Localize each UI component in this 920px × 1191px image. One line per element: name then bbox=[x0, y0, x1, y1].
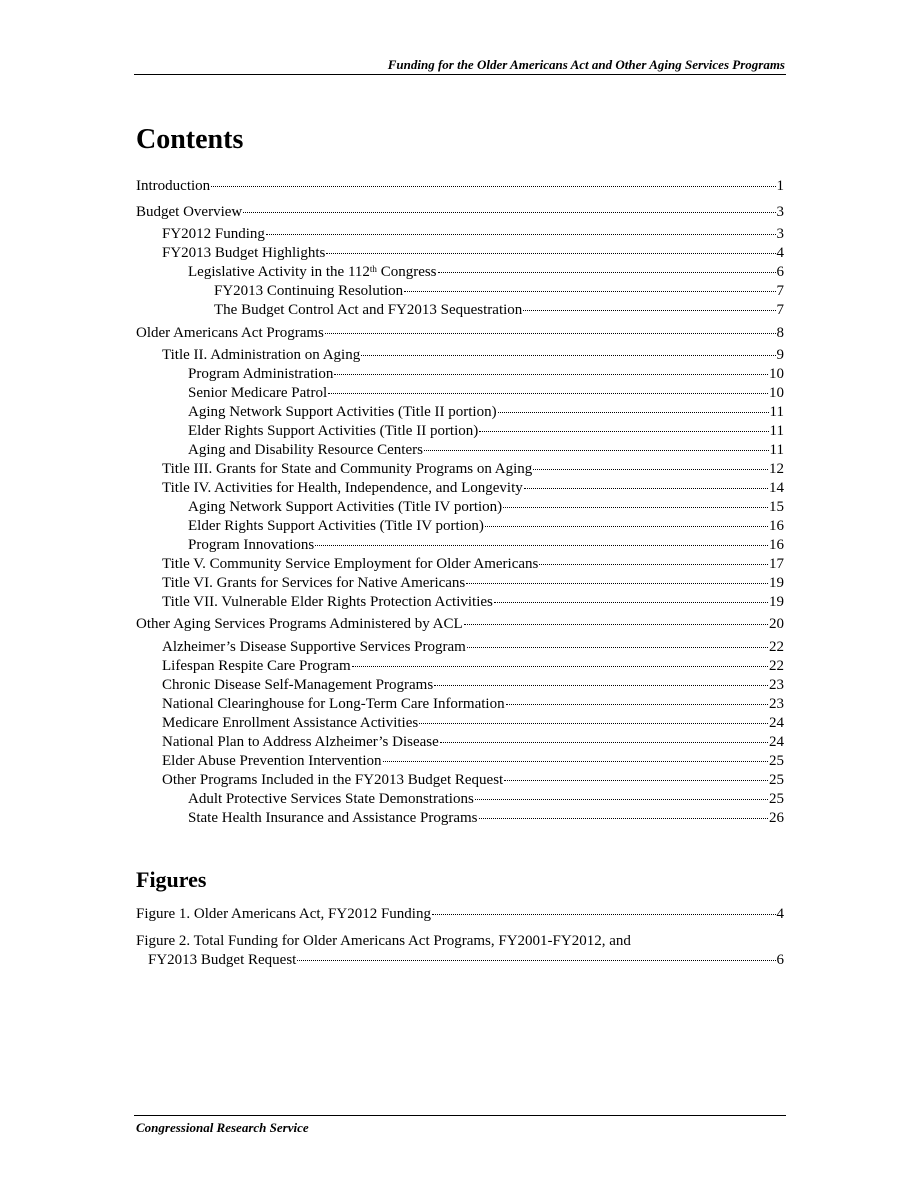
dot-leader bbox=[266, 234, 776, 235]
dot-leader bbox=[424, 450, 769, 451]
toc-entry-page: 14 bbox=[769, 480, 784, 496]
toc-entry-page: 7 bbox=[776, 302, 784, 318]
toc-entry-page: 1 bbox=[776, 178, 784, 194]
toc-entry-aging-network-title-iv[interactable] bbox=[136, 498, 784, 516]
toc-entry-title: Other Aging Services Programs Administered by ACL bbox=[136, 616, 463, 632]
toc-entry-fy2013-budget-highlights[interactable] bbox=[136, 244, 784, 262]
toc-entry-title: National Clearinghouse for Long-Term Care Information bbox=[162, 696, 505, 712]
toc-entry-lifespan-respite[interactable] bbox=[136, 657, 784, 675]
dot-leader bbox=[494, 602, 768, 603]
toc-entry-title-iv[interactable] bbox=[136, 479, 784, 497]
toc-entry-title: Elder Rights Support Activities (Title IV portion) bbox=[188, 518, 484, 534]
toc-entry-page: 9 bbox=[776, 347, 784, 363]
dot-leader bbox=[404, 291, 775, 292]
toc-entry-title-vii[interactable] bbox=[136, 593, 784, 611]
dot-leader bbox=[498, 412, 769, 413]
toc-entry-title: Title IV. Activities for Health, Independence, and Longevity bbox=[162, 480, 523, 496]
toc-entry-page: 11 bbox=[769, 423, 784, 439]
toc-entry-title: Elder Abuse Prevention Intervention bbox=[162, 753, 382, 769]
toc-entry-title-vi[interactable] bbox=[136, 574, 784, 592]
toc-entry-title: Program Administration bbox=[188, 366, 334, 382]
toc-entry-page: 11 bbox=[769, 442, 784, 458]
toc-entry-title: National Plan to Address Alzheimer’s Disease bbox=[162, 734, 439, 750]
figure-entry-2[interactable] bbox=[136, 951, 784, 969]
toc-entry-page: 12 bbox=[769, 461, 784, 477]
figure-entry-1[interactable] bbox=[136, 905, 784, 923]
toc-entry-title: State Health Insurance and Assistance Programs bbox=[188, 810, 478, 826]
toc-entry-senior-medicare-patrol[interactable] bbox=[136, 384, 784, 402]
dot-leader bbox=[419, 723, 768, 724]
toc-entry-title: Title VI. Grants for Services for Native Americans bbox=[162, 575, 466, 591]
toc-entry-national-plan-alzheimers[interactable] bbox=[136, 733, 784, 751]
dot-leader bbox=[315, 545, 768, 546]
toc-entry-title: Alzheimer’s Disease Supportive Services Program bbox=[162, 639, 466, 655]
toc-entry-page: 4 bbox=[776, 245, 784, 261]
dot-leader bbox=[325, 333, 776, 334]
toc-entry-page: 20 bbox=[769, 616, 784, 632]
toc-entry-state-health-insurance[interactable] bbox=[136, 809, 784, 827]
dot-leader bbox=[479, 818, 768, 819]
toc-entry-page: 24 bbox=[769, 715, 784, 731]
toc-entry-title: Older Americans Act Programs bbox=[136, 325, 324, 341]
toc-entry-adrc[interactable] bbox=[136, 441, 784, 459]
toc-entry-page: 26 bbox=[769, 810, 784, 826]
toc-entry-title: Adult Protective Services State Demonstrations bbox=[188, 791, 474, 807]
dot-leader bbox=[211, 186, 775, 187]
header-rule bbox=[134, 74, 786, 75]
dot-leader bbox=[503, 507, 768, 508]
toc-entry-page: 19 bbox=[769, 594, 784, 610]
toc-entry-title-iii[interactable] bbox=[136, 460, 784, 478]
figures-heading: Figures bbox=[136, 867, 207, 892]
contents-heading: Contents bbox=[136, 124, 244, 155]
dot-leader bbox=[467, 647, 768, 648]
toc-entry-chronic-disease[interactable] bbox=[136, 676, 784, 694]
toc-entry-page: 23 bbox=[769, 677, 784, 693]
dot-leader bbox=[432, 914, 776, 915]
figure-entry-page: 4 bbox=[776, 906, 784, 922]
toc-entry-program-innovations[interactable] bbox=[136, 536, 784, 554]
dot-leader bbox=[361, 355, 775, 356]
dot-leader bbox=[328, 393, 768, 394]
footer-rule bbox=[134, 1115, 786, 1116]
toc-entry-title: Aging and Disability Resource Centers bbox=[188, 442, 423, 458]
toc-entry-page: 16 bbox=[769, 537, 784, 553]
dot-leader bbox=[438, 272, 776, 273]
toc-entry-title: Elder Rights Support Activities (Title II portion) bbox=[188, 423, 479, 439]
toc-entry-elder-rights-title-iv[interactable] bbox=[136, 517, 784, 535]
figure-entry-2-line1[interactable]: Figure 2. Total Funding for Older Americans Act Programs, FY2001-FY2012, and bbox=[136, 933, 631, 949]
dot-leader bbox=[533, 469, 768, 470]
toc-entry-title: Lifespan Respite Care Program bbox=[162, 658, 351, 674]
toc-entry-other-programs[interactable] bbox=[136, 771, 784, 789]
dot-leader bbox=[485, 526, 768, 527]
dot-leader bbox=[334, 374, 768, 375]
toc-entry-page: 8 bbox=[776, 325, 784, 341]
toc-entry-page: 19 bbox=[769, 575, 784, 591]
figure-entry-title: FY2013 Budget Request bbox=[148, 952, 297, 968]
toc-entry-fy2013-continuing-resolution[interactable] bbox=[136, 282, 784, 300]
dot-leader bbox=[524, 488, 768, 489]
toc-entry-title: Aging Network Support Activities (Title II portion) bbox=[188, 404, 497, 420]
toc-entry-introduction[interactable] bbox=[136, 177, 784, 195]
toc-entry-title-ii[interactable] bbox=[136, 346, 784, 364]
dot-leader bbox=[243, 212, 775, 213]
toc-entry-alzheimers-supportive[interactable] bbox=[136, 638, 784, 656]
toc-entry-page: 10 bbox=[769, 385, 784, 401]
toc-entry-program-administration[interactable] bbox=[136, 365, 784, 383]
running-footer: Congressional Research Service bbox=[136, 1120, 309, 1135]
toc-entry-oaa-programs[interactable] bbox=[136, 324, 784, 342]
dot-leader bbox=[523, 310, 775, 311]
toc-entry-title: FY2012 Funding bbox=[162, 226, 265, 242]
dot-leader bbox=[326, 253, 775, 254]
toc-entry-page: 11 bbox=[769, 404, 784, 420]
toc-entry-aging-network-title-ii[interactable] bbox=[136, 403, 784, 421]
toc-entry-page: 7 bbox=[776, 283, 784, 299]
toc-entry-title-v[interactable] bbox=[136, 555, 784, 573]
toc-entry-title: Aging Network Support Activities (Title IV portion) bbox=[188, 499, 503, 515]
toc-entry-title: Title II. Administration on Aging bbox=[162, 347, 361, 363]
toc-entry-national-clearinghouse[interactable] bbox=[136, 695, 784, 713]
toc-entry-page: 24 bbox=[769, 734, 784, 750]
toc-entry-page: 3 bbox=[776, 226, 784, 242]
toc-entry-page: 25 bbox=[769, 791, 784, 807]
dot-leader bbox=[504, 780, 768, 781]
toc-entry-page: 25 bbox=[769, 772, 784, 788]
figure-entry-title: Figure 1. Older Americans Act, FY2012 Funding bbox=[136, 906, 431, 922]
toc-entry-page: 22 bbox=[769, 639, 784, 655]
dot-leader bbox=[383, 761, 768, 762]
toc-entry-title: FY2013 Budget Highlights bbox=[162, 245, 326, 261]
dot-leader bbox=[479, 431, 768, 432]
toc-entry-budget-overview[interactable] bbox=[136, 203, 784, 221]
toc-entry-budget-control-act[interactable] bbox=[136, 301, 784, 319]
toc-entry-title: Legislative Activity in the 112th Congress bbox=[188, 264, 437, 280]
running-header: Funding for the Older Americans Act and Other Aging Services Programs bbox=[387, 57, 785, 72]
toc-entry-fy2012-funding[interactable] bbox=[136, 225, 784, 243]
toc-entry-title: Title VII. Vulnerable Elder Rights Protection Activities bbox=[162, 594, 493, 610]
toc-entry-title: Chronic Disease Self-Management Programs bbox=[162, 677, 434, 693]
toc-entry-page: 6 bbox=[776, 264, 784, 280]
toc-entry-elder-rights-title-ii[interactable] bbox=[136, 422, 784, 440]
toc-entry-title: Budget Overview bbox=[136, 204, 243, 220]
dot-leader bbox=[475, 799, 768, 800]
dot-leader bbox=[352, 666, 768, 667]
dot-leader bbox=[434, 685, 768, 686]
toc-entry-page: 3 bbox=[776, 204, 784, 220]
toc-entry-page: 17 bbox=[769, 556, 784, 572]
toc-entry-page: 15 bbox=[769, 499, 784, 515]
toc-entry-page: 23 bbox=[769, 696, 784, 712]
toc-entry-title: Program Innovations bbox=[188, 537, 315, 553]
toc-entry-elder-abuse-prevention[interactable] bbox=[136, 752, 784, 770]
dot-leader bbox=[466, 583, 768, 584]
toc-entry-title: Title III. Grants for State and Community Programs on Aging bbox=[162, 461, 533, 477]
toc-entry-legislative-activity[interactable] bbox=[136, 263, 784, 281]
toc-entry-title: Title V. Community Service Employment for Older Americans bbox=[162, 556, 539, 572]
dot-leader bbox=[297, 960, 775, 961]
toc-entry-title: Medicare Enrollment Assistance Activities bbox=[162, 715, 419, 731]
dot-leader bbox=[464, 624, 768, 625]
toc-entry-medicare-enrollment[interactable] bbox=[136, 714, 784, 732]
figure-entry-page: 6 bbox=[776, 952, 784, 968]
dot-leader bbox=[506, 704, 768, 705]
dot-leader bbox=[539, 564, 768, 565]
toc-entry-page: 16 bbox=[769, 518, 784, 534]
toc-entry-title: Other Programs Included in the FY2013 Budget Request bbox=[162, 772, 504, 788]
toc-entry-other-aging-services[interactable] bbox=[136, 615, 784, 633]
toc-entry-page: 22 bbox=[769, 658, 784, 674]
toc-entry-page: 25 bbox=[769, 753, 784, 769]
toc-entry-title: Senior Medicare Patrol bbox=[188, 385, 328, 401]
toc-entry-page: 10 bbox=[769, 366, 784, 382]
toc-entry-title: Introduction bbox=[136, 178, 211, 194]
toc-entry-adult-protective-services[interactable] bbox=[136, 790, 784, 808]
dot-leader bbox=[440, 742, 768, 743]
toc-entry-title: FY2013 Continuing Resolution bbox=[214, 283, 404, 299]
toc-entry-title: The Budget Control Act and FY2013 Sequestration bbox=[214, 302, 523, 318]
